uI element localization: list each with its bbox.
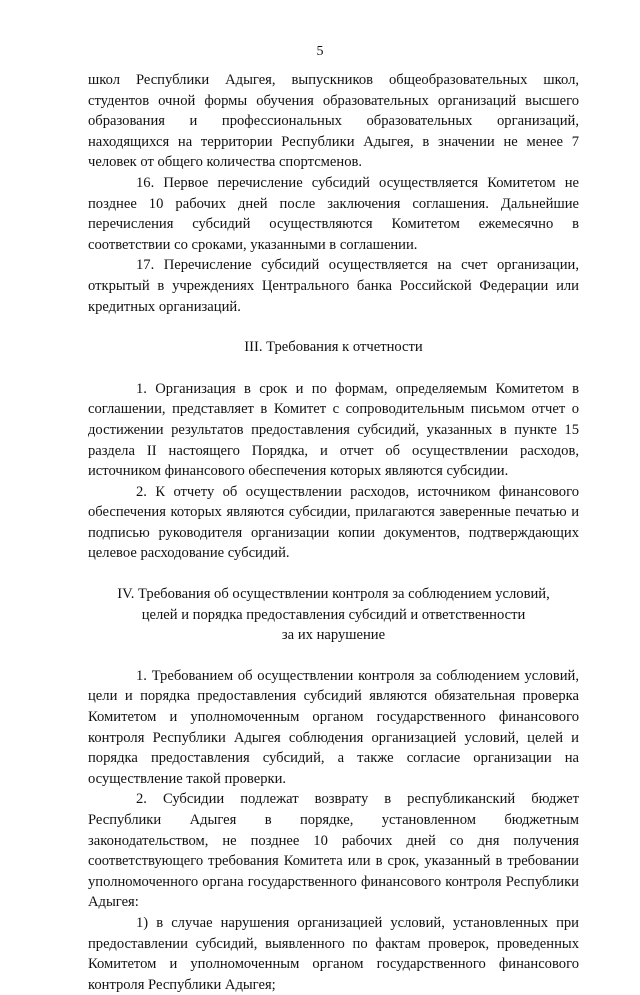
page-number: 5: [316, 44, 324, 59]
paragraph-16: 16. Первое перечисление субсидий осуществляется Комитетом не позднее 10 рабочих дней после заключения соглашения. Дальнейшие перечисления субсидий осуществляются Комитетом ежемесячно в соответствии со сроками, указанными в соглашении.: [88, 174, 579, 253]
section-3-heading: III. Требования к отчетности: [244, 339, 423, 356]
paragraph-continuation: школ Республики Адыгея, выпускников общеобразовательных школ, студентов очной формы обучения образовательных организаций высшего образования и профессиональных образовательных организаций, находящихся на территории Республики Адыгея, в значении не менее 7 человек от общего количества спортсменов.: [88, 72, 579, 171]
section-4-heading: [88, 584, 579, 646]
section-4-heading-line-2: целей и порядка предоставления субсидий и ответственности: [141, 606, 526, 623]
paragraph-17: 17. Перечисление субсидий осуществляется на счет организации, открытый в учреждениях Центрального банка Российской Федерации или кредитных организаций.: [88, 257, 579, 315]
section-4-paragraph-1: 1. Требованием об осуществлении контроля за соблюдением условий, цели и порядка предоставления субсидий являются обязательная проверка Комитетом и уполномоченным органом государственного финансового контроля Республики Адыгея соблюдения организацией условий, целей и порядка предоставления субсидий, а также согласие организации на осуществление такой проверки.: [88, 667, 579, 787]
section-4-subitem-1: 1) в случае нарушения организацией условий, установленных при предоставлении субсидий, выявленного по фактам проверок, проведенных Комитетом и уполномоченным органом государственного финансового контроля Республики Адыгея;: [88, 914, 579, 993]
section-4-heading-line-1: IV. Требования об осуществлении контроля за соблюдением условий,: [117, 586, 550, 603]
section-4-heading-line-3: за их нарушение: [281, 627, 386, 644]
document-body: [88, 70, 579, 995]
section-3-paragraph-1: 1. Организация в срок и по формам, определяемым Комитетом в соглашении, представляет в Комитет с сопроводительным письмом отчет о достижении результатов предоставления субсидий, указанных в пункте 15 раздела II настоящего Порядка, и отчет об осуществлении расходов, источником финансового обеспечения которых являются субсидии.: [88, 380, 579, 480]
section-4-paragraph-2: 2. Субсидии подлежат возврату в республиканский бюджет Республики Адыгея в порядке, установленном бюджетным законодательством, не позднее 10 рабочих дней со дня получения соответствующего требования Комитета или в срок, указанный в требовании уполномоченного органа государственного финансового контроля Республики Адыгея:: [88, 791, 579, 911]
section-3-paragraph-2: 2. К отчету об осуществлении расходов, источником финансового обеспечения которых являются субсидии, прилагаются заверенные печатью и подписью руководителя организации копии документов, подтверждающих целевое расходование субсидий.: [88, 483, 579, 562]
